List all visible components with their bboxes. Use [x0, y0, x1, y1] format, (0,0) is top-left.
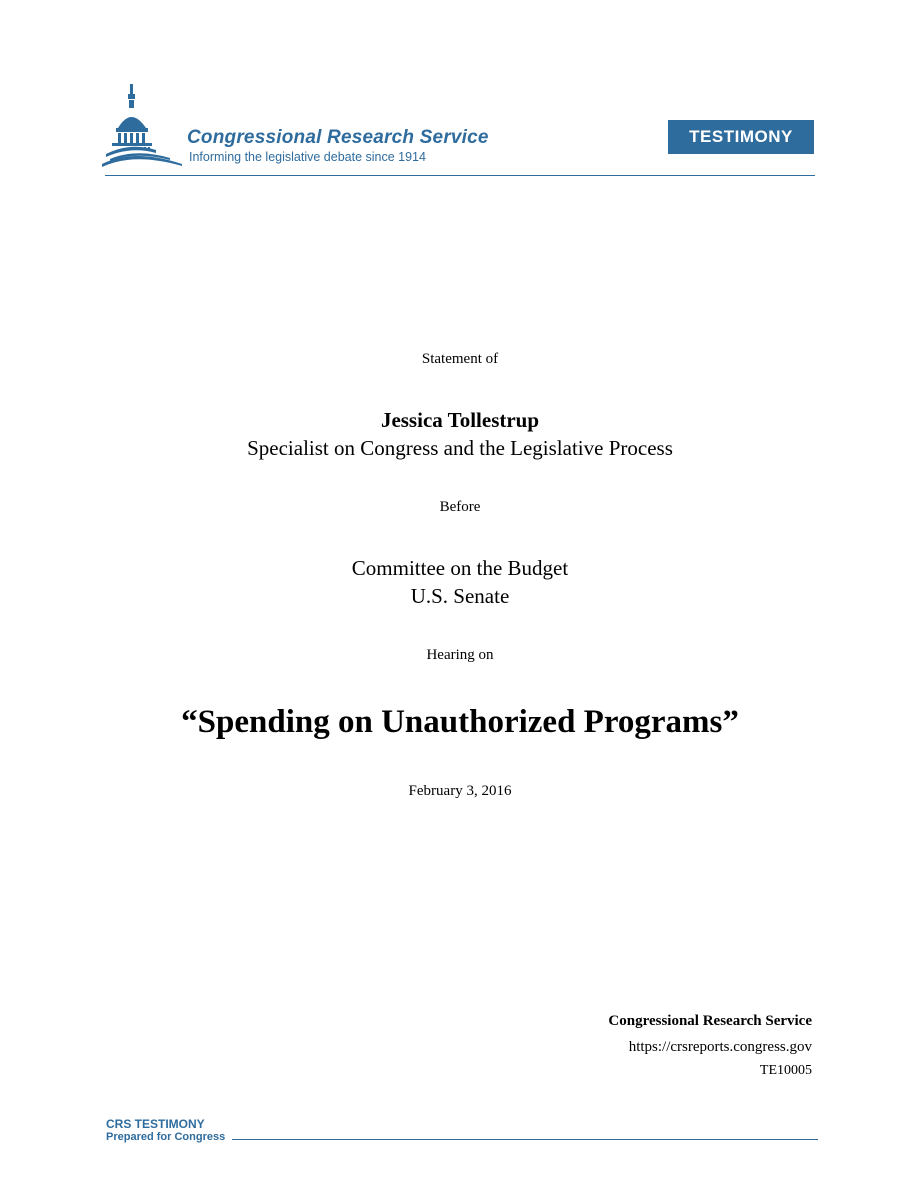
hearing-on-label: Hearing on — [426, 647, 494, 663]
chamber-name: U.S. Senate — [410, 584, 510, 608]
page-header — [0, 0, 920, 180]
footer-org: Congressional Research Service — [608, 1013, 812, 1029]
footer-url[interactable]: https://crsreports.congress.gov — [628, 1039, 812, 1055]
hearing-title: “Spending on Unauthorized Programs” — [181, 704, 739, 740]
prepared-for-label: Prepared for Congress — [106, 1131, 226, 1143]
footer-divider — [232, 1139, 818, 1140]
witness-name: Jessica Tollestrup — [380, 408, 540, 432]
committee-name: Committee on the Budget — [351, 556, 569, 580]
org-tagline: Informing the legislative debate since 1914 — [189, 150, 426, 164]
statement-of-label: Statement of — [421, 351, 499, 367]
before-label: Before — [439, 499, 481, 515]
series-label: CRS TESTIMONY — [106, 1117, 205, 1131]
hearing-date: February 3, 2016 — [408, 783, 512, 799]
witness-title: Specialist on Congress and the Legislative Process — [247, 436, 673, 460]
testimony-badge: TESTIMONY — [668, 120, 814, 154]
header-divider — [105, 175, 815, 176]
org-name: Congressional Research Service — [187, 127, 489, 148]
report-number: TE10005 — [759, 1063, 812, 1078]
capitol-dome-icon — [100, 80, 184, 170]
